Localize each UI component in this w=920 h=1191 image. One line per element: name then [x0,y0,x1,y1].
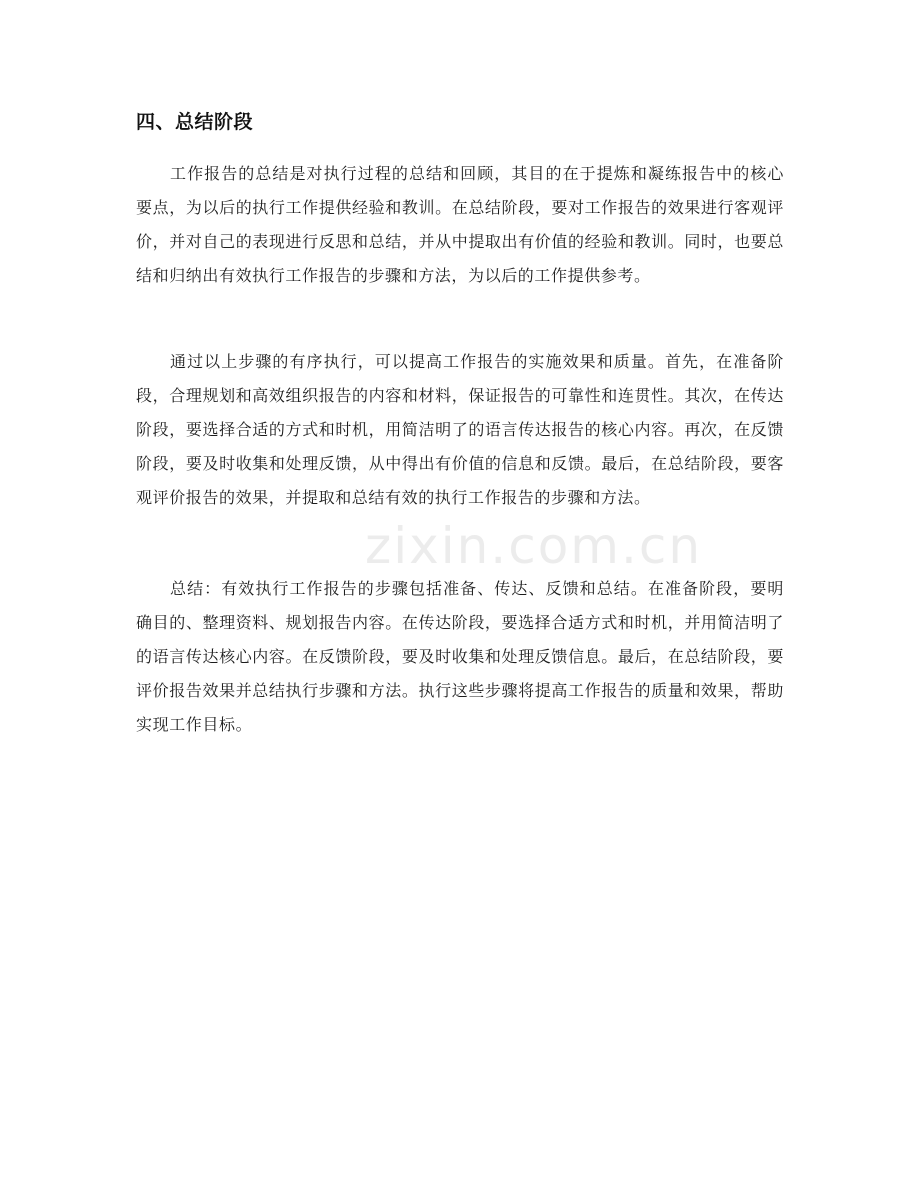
paragraph-conclusion: 总结：有效执行工作报告的步骤包括准备、传达、反馈和总结。在准备阶段，要明确目的、整理资料、规划报告内容。在传达阶段，要选择合适方式和时机，并用简洁明了的语言传达核心内容。在反馈阶段，要及时收集和处理反馈信息。最后，在总结阶段，要评价报告效果并总结执行步骤和方法。执行这些步骤将提高工作报告的质量和效果，帮助实现工作目标。 [136,579,784,734]
paragraph-summary-stage: 工作报告的总结是对执行过程的总结和回顾，其目的在于提炼和凝练报告中的核心要点，为以后的执行工作提供经验和教训。在总结阶段，要对工作报告的效果进行客观评价，并对自己的表现进行反思和总结，并从中提取出有价值的经验和教训。同时，也要总结和归纳出有效执行工作报告的步骤和方法，为以后的工作提供参考。 [136,164,784,285]
paragraph-process-overview: 通过以上步骤的有序执行，可以提高工作报告的实施效果和质量。首先，在准备阶段，合理规划和高效组织报告的内容和材料，保证报告的可靠性和连贯性。其次，在传达阶段，要选择合适的方式和时机，用简洁明了的语言传达报告的核心内容。再次，在反馈阶段，要及时收集和处理反馈，从中得出有价值的信息和反馈。最后，在总结阶段，要客观评价报告的效果，并提取和总结有效的执行工作报告的步骤和方法。 [136,352,784,507]
watermark: zixin.com.cn [365,517,703,575]
section-heading: 四、总结阶段 [136,111,254,133]
